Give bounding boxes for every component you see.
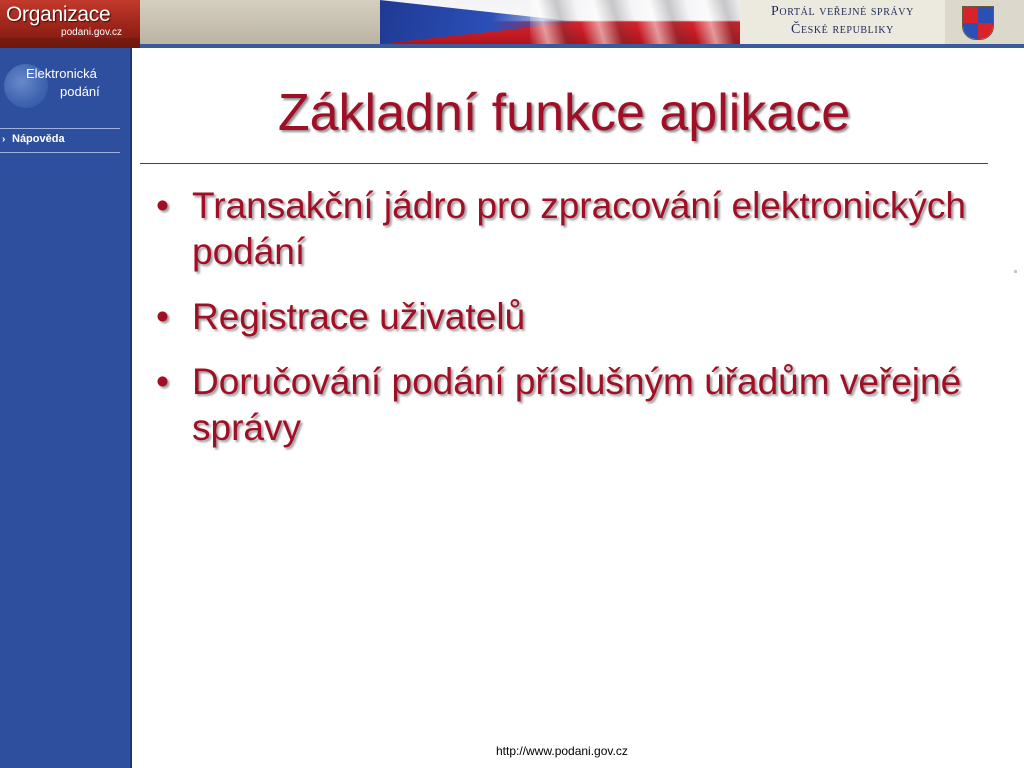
bullet-item: [152, 183, 992, 275]
portal-title-line2: České republiky: [791, 22, 894, 37]
bullet-list: [152, 183, 992, 470]
sidebar-item-label: Nápověda: [12, 133, 65, 145]
footer-url[interactable]: http://www.podani.gov.cz: [496, 744, 628, 758]
header-decoration: [140, 0, 380, 48]
organizace-logo[interactable]: [0, 0, 140, 48]
portal-title-line1: Portál veřejné správy: [771, 4, 914, 19]
bullet-text: Doručování podání příslušným úřadům veřejné správy: [192, 361, 962, 448]
org-logo-shade: [0, 38, 140, 48]
bullet-dot-icon: •: [156, 361, 169, 402]
decorative-dot: [1014, 270, 1017, 273]
left-sidebar: [0, 48, 130, 768]
title-underline: [140, 163, 988, 164]
slide-title: Základní funkce aplikace: [277, 84, 851, 142]
sidebar-edge: [130, 48, 132, 768]
header-bottom-rule: [140, 44, 1024, 48]
bullet-text: Registrace uživatelů: [192, 296, 526, 337]
flag-wave-shading: [530, 0, 740, 44]
bullet-item: [152, 359, 992, 451]
chevron-right-icon: ›: [2, 134, 6, 145]
logo-line2: podání: [60, 84, 100, 99]
bullet-item: [152, 294, 992, 340]
elektronicka-podani-logo[interactable]: [0, 56, 130, 116]
nav-divider-bottom: [0, 152, 120, 153]
czech-flag-banner: [380, 0, 740, 44]
bullet-text: Transakční jádro pro zpracování elektronických podání: [192, 185, 966, 272]
bullet-dot-icon: •: [156, 296, 169, 337]
nav-divider-top: [0, 128, 120, 129]
portal-title-box[interactable]: [740, 0, 945, 44]
org-subtitle: podani.gov.cz: [61, 27, 122, 38]
logo-line1: Elektronická: [26, 66, 97, 81]
top-header: [0, 0, 1024, 48]
state-crest-icon: [962, 6, 994, 40]
bullet-dot-icon: •: [156, 185, 169, 226]
org-title: Organizace: [6, 3, 111, 26]
sidebar-item-napoveda[interactable]: [2, 133, 122, 149]
crest-area: [945, 0, 1024, 44]
